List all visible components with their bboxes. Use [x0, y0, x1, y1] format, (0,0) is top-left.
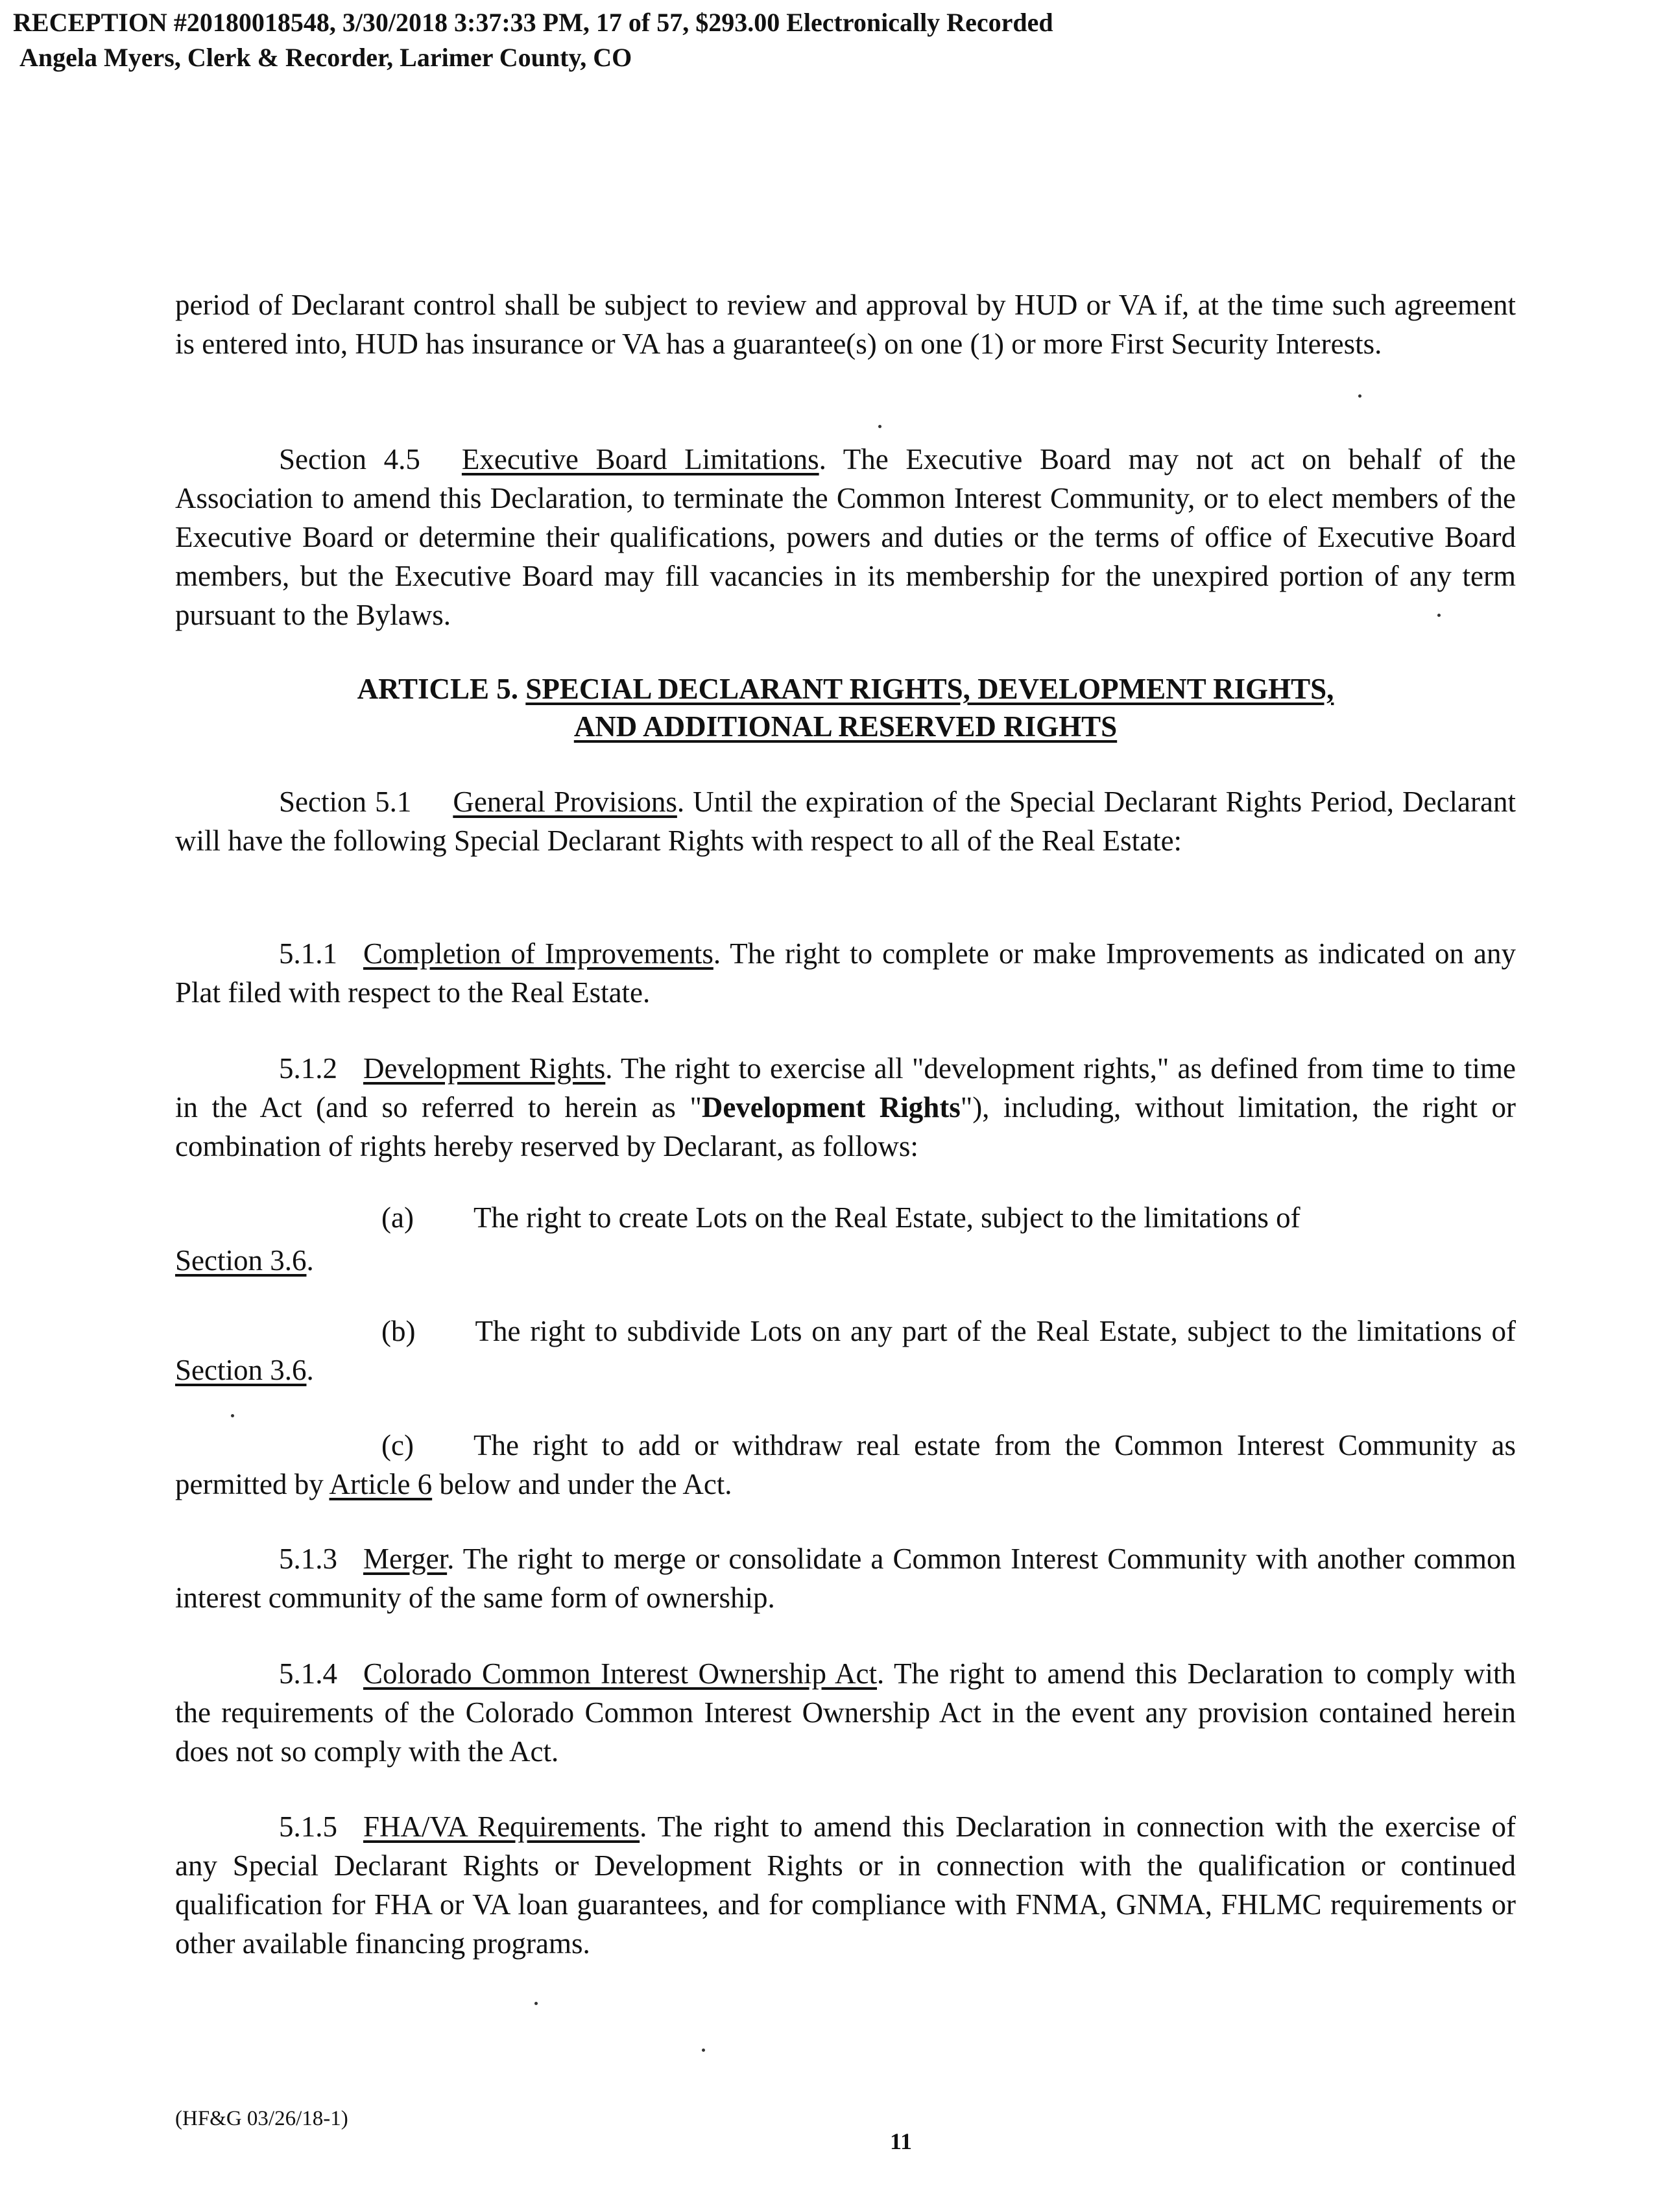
item-label: (c) [381, 1429, 414, 1461]
scan-speck [1358, 394, 1361, 398]
item-label: (a) [381, 1201, 414, 1234]
list-item-c: (c) The right to add or withdraw real estate from the Common Interest Community as permitted by Article 6 below and under the Act. [175, 1429, 1516, 1500]
subsection-5-1-4 [175, 1654, 1516, 1771]
scan-speck [231, 1414, 234, 1417]
recording-stamp-line-2: Angela Myers, Clerk & Recorder, Larimer County, CO [19, 43, 632, 72]
list-item-b: (b) The right to subdivide Lots on any part of the Real Estate, subject to the limitations of Section 3.6. [175, 1315, 1516, 1386]
subsection-title: Colorado Common Interest Ownership Act [363, 1657, 878, 1690]
subsection-number: 5.1.2 [279, 1052, 337, 1085]
subsection-title: Merger [363, 1543, 448, 1575]
section-text: . Until the expiration of the Special Declarant Rights Period, Declarant will have the following Special Declarant Rights with respect to all of the Real Estate: [175, 786, 1516, 857]
defined-term: Development Rights [701, 1091, 961, 1124]
subsection-title: FHA/VA Requirements [363, 1810, 640, 1843]
article-prefix: ARTICLE 5. [357, 673, 519, 705]
continuation-paragraph: period of Declarant control shall be subject to review and approval by HUD or VA if, at the time such agreement is entered into, HUD has insurance or VA has a guarantee(s) on one (1) or more First Security Interests. [175, 289, 1516, 360]
article-title-line-1: SPECIAL DECLARANT RIGHTS, DEVELOPMENT RIGHTS, [525, 673, 1334, 705]
section-4-5 [175, 440, 1516, 634]
subsection-text-before: . The right to exercise all "development rights," as defined from time to time in the Act (and so referred to herein as " [175, 1052, 1516, 1124]
item-text: The right to create Lots on the Real Estate, subject to the limitations of [473, 1201, 1300, 1234]
item-text: The right to add or withdraw real estate from the Common Interest Community as permitted by [175, 1429, 1516, 1500]
subsection-title: Development Rights [363, 1052, 606, 1085]
item-label: (b) [381, 1315, 416, 1347]
section-5-1 [175, 782, 1516, 860]
subsection-5-1-1 [175, 934, 1516, 1012]
subsection-number: 5.1.4 [279, 1657, 337, 1690]
article-heading [175, 670, 1516, 745]
subsection-number: 5.1.3 [279, 1543, 337, 1575]
article-title-line-2: AND ADDITIONAL RESERVED RIGHTS [573, 710, 1118, 743]
subsection-5-1-3 [175, 1539, 1516, 1617]
subsection-number: 5.1.5 [279, 1810, 337, 1843]
section-title: Executive Board Limitations [461, 443, 819, 475]
recording-stamp-line-1: RECEPTION #20180018548, 3/30/2018 3:37:33 PM, 17 of 57, $293.00 Electronically Recorded [13, 8, 1053, 37]
scan-speck [534, 2002, 538, 2005]
list-item-a: (a) The right to create Lots on the Real Estate, subject to the limitations of Section 3.6. [175, 1201, 1300, 1277]
recording-stamp [13, 5, 1053, 75]
subsection-text: . The right to merge or consolidate a Common Interest Community with another common interest community of the same form of ownership. [175, 1543, 1516, 1614]
subsection-text-after: "), including, without limitation, the right or combination of rights hereby reserved by Declarant, as follows: [175, 1091, 1516, 1162]
section-title: General Provisions [453, 786, 677, 818]
page-number: 11 [890, 2128, 913, 2154]
item-reference: Section 3.6 [175, 1244, 307, 1277]
document-id: (HF&G 03/26/18-1) [175, 2107, 348, 2130]
item-reference: Section 3.6 [175, 1354, 307, 1386]
subsection-number: 5.1.1 [279, 937, 337, 970]
scan-speck [1437, 614, 1441, 617]
section-number: Section 5.1 [279, 786, 412, 818]
item-reference: Article 6 [329, 1468, 433, 1500]
section-number: Section 4.5 [279, 443, 420, 475]
item-text: The right to subdivide Lots on any part of the Real Estate, subject to the limitations of [475, 1315, 1516, 1347]
subsection-text: . The right to amend this Declaration in connection with the exercise of any Special Declarant Rights or Development Rights or in connection with the qualification or continued qualification for FHA or VA loan guarantees, and for compliance with FNMA, GNMA, FHLMC requirements or other available financing programs. [175, 1810, 1516, 1960]
subsection-text: . The right to complete or make Improvements as indicated on any Plat filed with respect to the Real Estate. [175, 937, 1516, 1009]
scan-speck [878, 425, 881, 428]
subsection-text: . The right to amend this Declaration to comply with the requirements of the Colorado Common Interest Ownership Act in the event any provision contained herein does not so comply with the Act. [175, 1657, 1516, 1768]
subsection-5-1-5 [175, 1807, 1516, 1963]
subsection-title: Completion of Improvements [363, 937, 713, 970]
scan-speck [702, 2049, 705, 2052]
section-text: . The Executive Board may not act on behalf of the Association to amend this Declaration, to terminate the Common Interest Community, or to elect members of the Executive Board or determine their qualifications, powers and duties or the terms of office of Executive Board members, but the Executive Board may fill vacancies in its membership for the unexpired portion of any term pursuant to the Bylaws. [175, 443, 1516, 631]
subsection-5-1-2 [175, 1049, 1516, 1166]
